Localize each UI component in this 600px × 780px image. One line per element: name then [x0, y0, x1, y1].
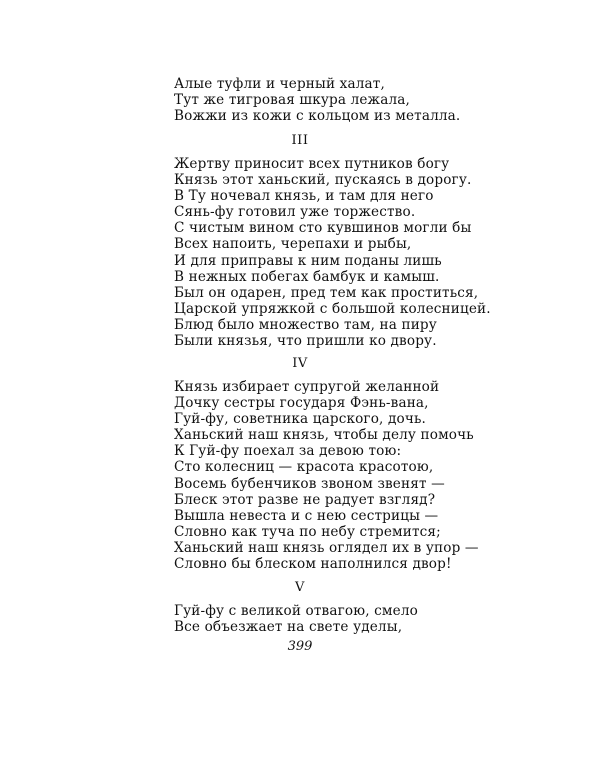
- verse-line: Гуй-фу с великой отвагою, смело: [174, 603, 418, 619]
- verse-line: Ханьский наш князь, чтобы делу помочь: [174, 427, 474, 444]
- verse-line: Был он одарен, пред тем как проститься,: [174, 284, 479, 301]
- verse-line: Словно бы блеском наполнился двор!: [174, 556, 452, 573]
- stanza-v: [174, 603, 574, 635]
- verse-line: Всех напоить, черепахи и рыбы,: [174, 236, 412, 253]
- verse-line: Словно как туча по небу стремится;: [174, 523, 441, 540]
- verse-line: Князь избирает супругой желанной: [174, 379, 440, 395]
- stanza-iv: [174, 379, 574, 572]
- stanza-iii: [174, 156, 574, 349]
- verse-line: Сто колесниц — красота красотою,: [174, 459, 434, 476]
- verse-line: Вышла невеста и с нею сестрицы —: [174, 507, 439, 524]
- verse-line: С чистым вином сто кувшинов могли бы: [174, 220, 472, 237]
- verse-line: Все объезжает на свете уделы,: [174, 619, 403, 636]
- verse-line: Алые туфли и черный халат,: [174, 76, 385, 92]
- verse-line: К Гуй-фу поехал за девою тою:: [174, 443, 402, 460]
- verse-line: Блеск этот разве не радует взгляд?: [174, 491, 436, 508]
- verse-line: Дочку сестры государя Фэнь-вана,: [174, 395, 429, 412]
- verse-line: Тут же тигровая шкура лежала,: [174, 92, 410, 109]
- verse-line: Жертву приносит всех путников богу: [174, 156, 450, 172]
- verse-line: Блюд было множество там, на пиру: [174, 316, 437, 333]
- section-numeral-v: V: [295, 580, 305, 595]
- verse-line: Восемь бубенчиков звоном звенят —: [174, 475, 445, 492]
- verse-line: Царской упряжкой с большой колесницей.: [174, 300, 491, 317]
- stanza-opening: [174, 76, 574, 124]
- section-numeral-iii: III: [291, 133, 309, 148]
- verse-line: Вожжи из кожи с кольцом из металла.: [174, 108, 461, 125]
- verse-line: В нежных побегах бамбук и камыш.: [174, 268, 440, 285]
- verse-line: Сянь-фу готовил уже торжество.: [174, 204, 416, 221]
- verse-line: Гуй-фу, советника царского, дочь.: [174, 411, 426, 428]
- verse-line: И для приправы к ним поданы лишь: [174, 252, 442, 269]
- section-numeral-iv: IV: [292, 356, 308, 371]
- verse-line: Ханьский наш князь оглядел их в упор —: [174, 539, 479, 556]
- verse-line: В Ту ночевал князь, и там для него: [174, 188, 434, 205]
- verse-line: Были князья, что пришли ко двору.: [174, 333, 437, 350]
- page-number: 399: [287, 639, 313, 654]
- verse-line: Князь этот ханьский, пускаясь в дорогу.: [174, 172, 472, 189]
